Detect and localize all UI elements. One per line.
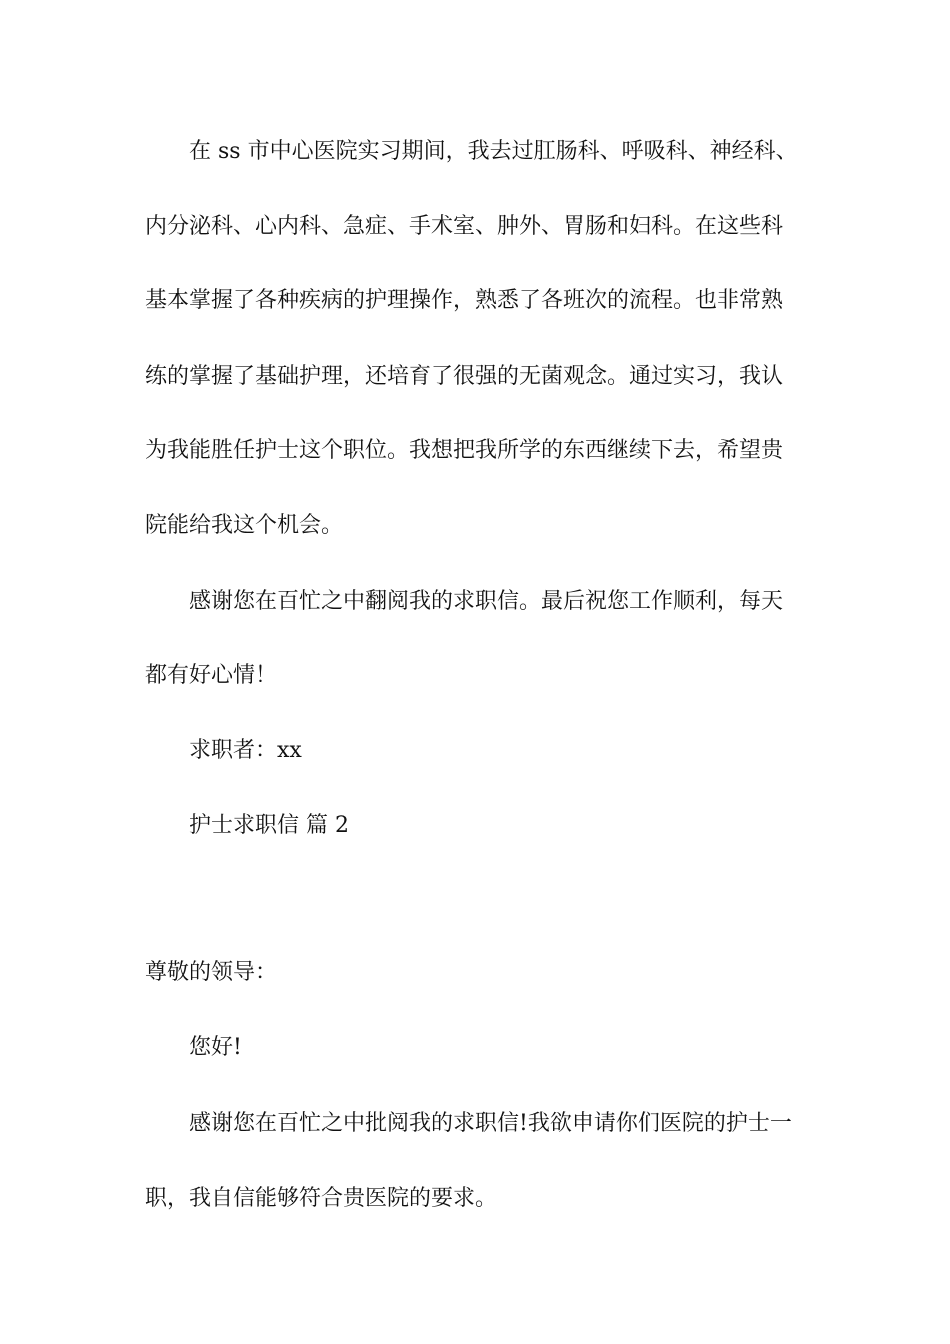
paragraph-internship-line: 基本掌握了各种疾病的护理操作，熟悉了各班次的流程。也非常熟 [145, 288, 784, 313]
paragraph-intro-line: 职，我自信能够符合贵医院的要求。 [145, 1186, 498, 1211]
salutation: 尊敬的领导： [145, 960, 278, 985]
section-heading: 护士求职信 篇 2 [189, 813, 349, 838]
greeting: 您好! [189, 1035, 242, 1060]
paragraph-internship-line: 院能给我这个机会。 [145, 513, 344, 538]
paragraph-internship-line: 内分泌科、心内科、急症、手术室、肿外、胃肠和妇科。在这些科 [145, 214, 784, 239]
paragraph-internship-line: 练的掌握了基础护理，还培育了很强的无菌观念。通过实习，我认 [145, 364, 784, 389]
signature: 求职者：xx [189, 738, 302, 763]
paragraph-intro-line: 感谢您在百忙之中批阅我的求职信!我欲申请你们医院的护士一 [189, 1111, 792, 1136]
paragraph-thanks-line: 都有好心情！ [145, 663, 278, 688]
paragraph-internship-line: 为我能胜任护士这个职位。我想把我所学的东西继续下去，希望贵 [145, 438, 784, 463]
paragraph-thanks-line: 感谢您在百忙之中翻阅我的求职信。最后祝您工作顺利，每天 [189, 589, 784, 614]
paragraph-internship-line: 在 ss 市中心医院实习期间，我去过肛肠科、呼吸科、神经科、 [189, 139, 798, 164]
